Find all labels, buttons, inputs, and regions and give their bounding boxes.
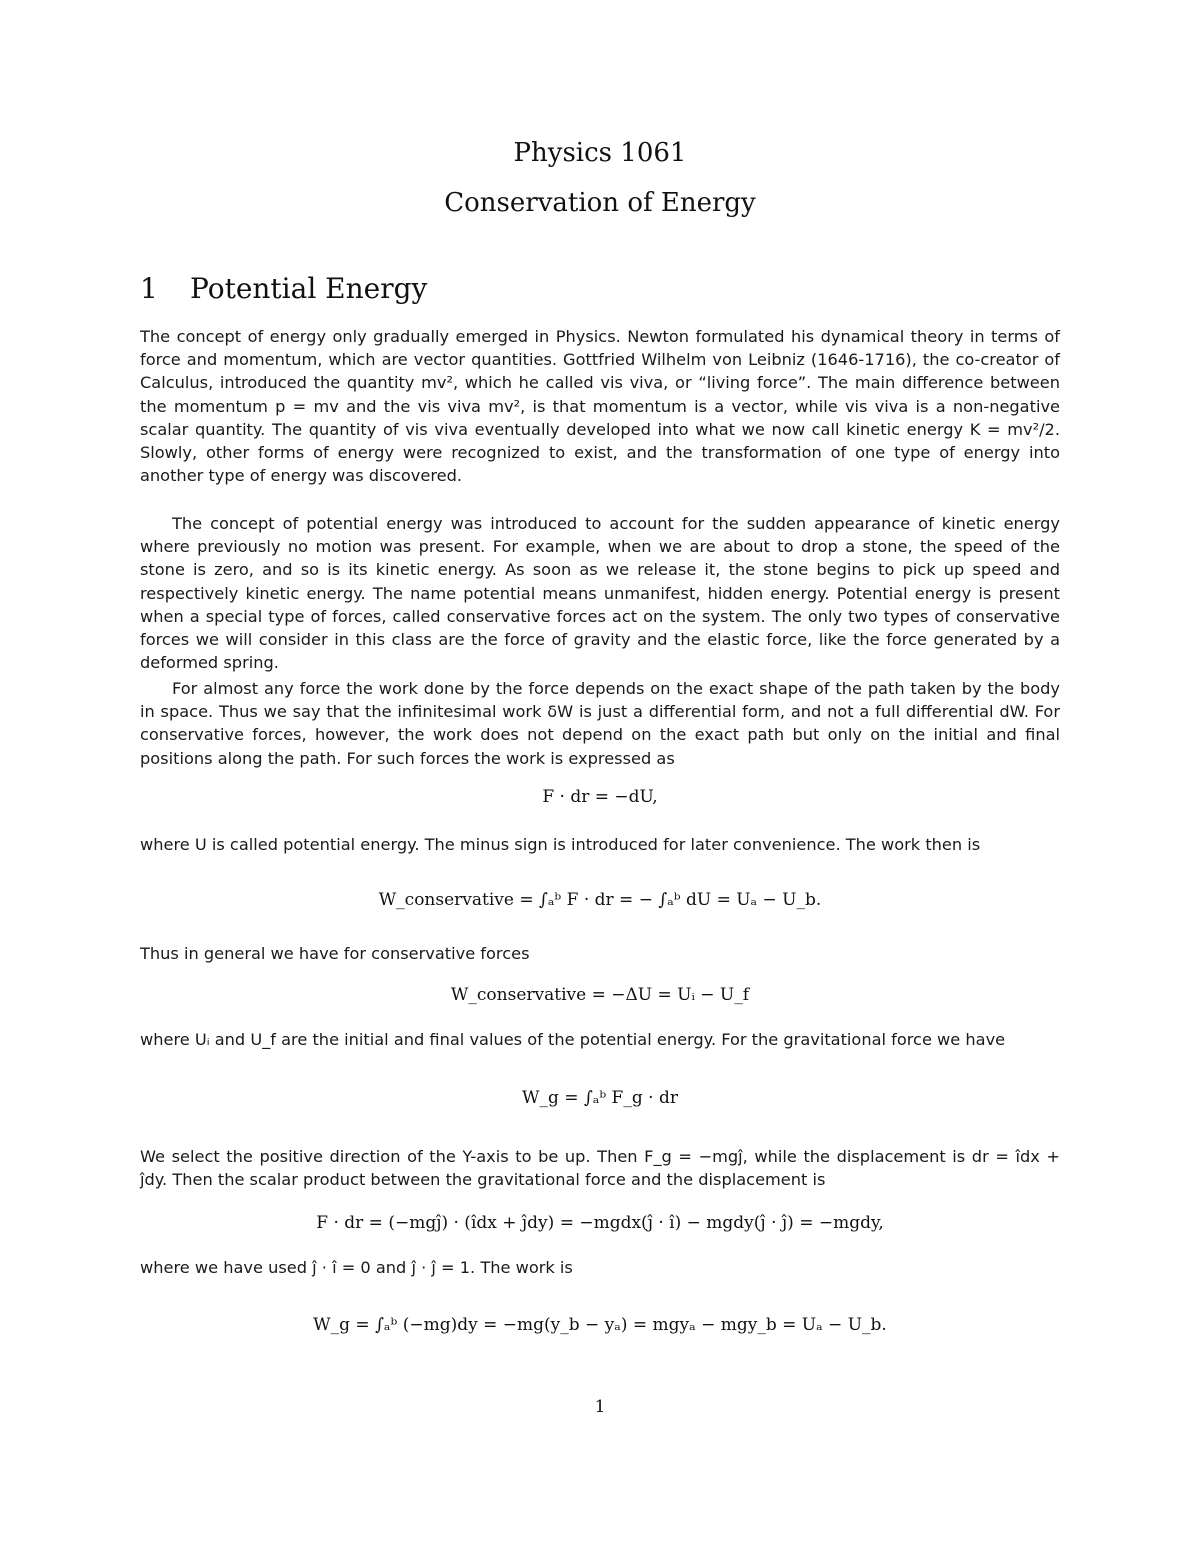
section-heading (140, 272, 427, 305)
paragraph-4: where U is called potential energy. The minus sign is introduced for later convenience. The work then is (140, 835, 981, 854)
equation-1: F · dr = −dU, (542, 787, 658, 807)
section-title: Potential Energy (190, 272, 428, 305)
equation-2: W_conservative = ∫ₐᵇ F · dr = − ∫ₐᵇ dU = Uₐ − U_b. (378, 890, 822, 910)
document-title: Physics 1061 (513, 138, 687, 168)
paragraph-8: where we have used ĵ · î = 0 and ĵ · ĵ = 1. The work is (140, 1258, 573, 1277)
equation-6: W_g = ∫ₐᵇ (−mg)dy = −mg(y_b − yₐ) = mgyₐ − mgy_b = Uₐ − U_b. (313, 1315, 887, 1335)
paragraph-2: The concept of potential energy was introduced to account for the sudden appearance of kinetic energy where previously no motion was present. For example, when we are about to drop a stone, the speed of the stone is zero, and so is its kinetic energy. As soon as we release it, the stone begins to pick up speed and respectively kinetic energy. The name potential means unmanifest, hidden energy. Potential energy is present when a special type of forces, called conservative forces act on the system. The only two types of conservative forces we will consider in this class are the force of gravity and the elastic force, like the force generated by a deformed spring. (140, 514, 1060, 673)
paragraph-5: Thus in general we have for conservative forces (140, 944, 530, 963)
equation-4: W_g = ∫ₐᵇ F_g · dr (522, 1088, 678, 1108)
page-number: 1 (594, 1397, 606, 1417)
paragraph-6: where Uᵢ and U_f are the initial and final values of the potential energy. For the gravitational force we have (140, 1030, 1006, 1049)
paragraph-7: We select the positive direction of the Y-axis to be up. Then F_g = −mgĵ, while the displacement is dr = îdx + ĵdy. Then the scalar product between the gravitational force and the displacement is (140, 1147, 1060, 1190)
document-subtitle: Conservation of Energy (444, 188, 756, 218)
equation-5: F · dr = (−mgĵ) · (îdx + ĵdy) = −mgdx(ĵ · î) − mgdy(ĵ · ĵ) = −mgdy, (316, 1213, 884, 1233)
paragraph-3: For almost any force the work done by the force depends on the exact shape of the path taken by the body in space. Thus we say that the infinitesimal work δW is just a differential form, and not a full differential dW. For conservative forces, however, the work does not depend on the exact path but only on the initial and final positions along the path. For such forces the work is expressed as (140, 679, 1060, 768)
equation-3: W_conservative = −ΔU = Uᵢ − U_f (450, 985, 750, 1005)
section-number: 1 (140, 272, 158, 305)
paragraph-1: The concept of energy only gradually emerged in Physics. Newton formulated his dynamical theory in terms of force and momentum, which are vector quantities. Gottfried Wilhelm von Leibniz (1646-1716), the co-creator of Calculus, introduced the quantity mv², which he called vis viva, or “living force”. The main difference between the momentum p = mv and the vis viva mv², is that momentum is a vector, while vis viva is a non-negative scalar quantity. The quantity of vis viva eventually developed into what we now call kinetic energy K = mv²/2. Slowly, other forms of energy were recognized to exist, and the transformation of one type of energy into another type of energy was discovered. (140, 327, 1060, 486)
